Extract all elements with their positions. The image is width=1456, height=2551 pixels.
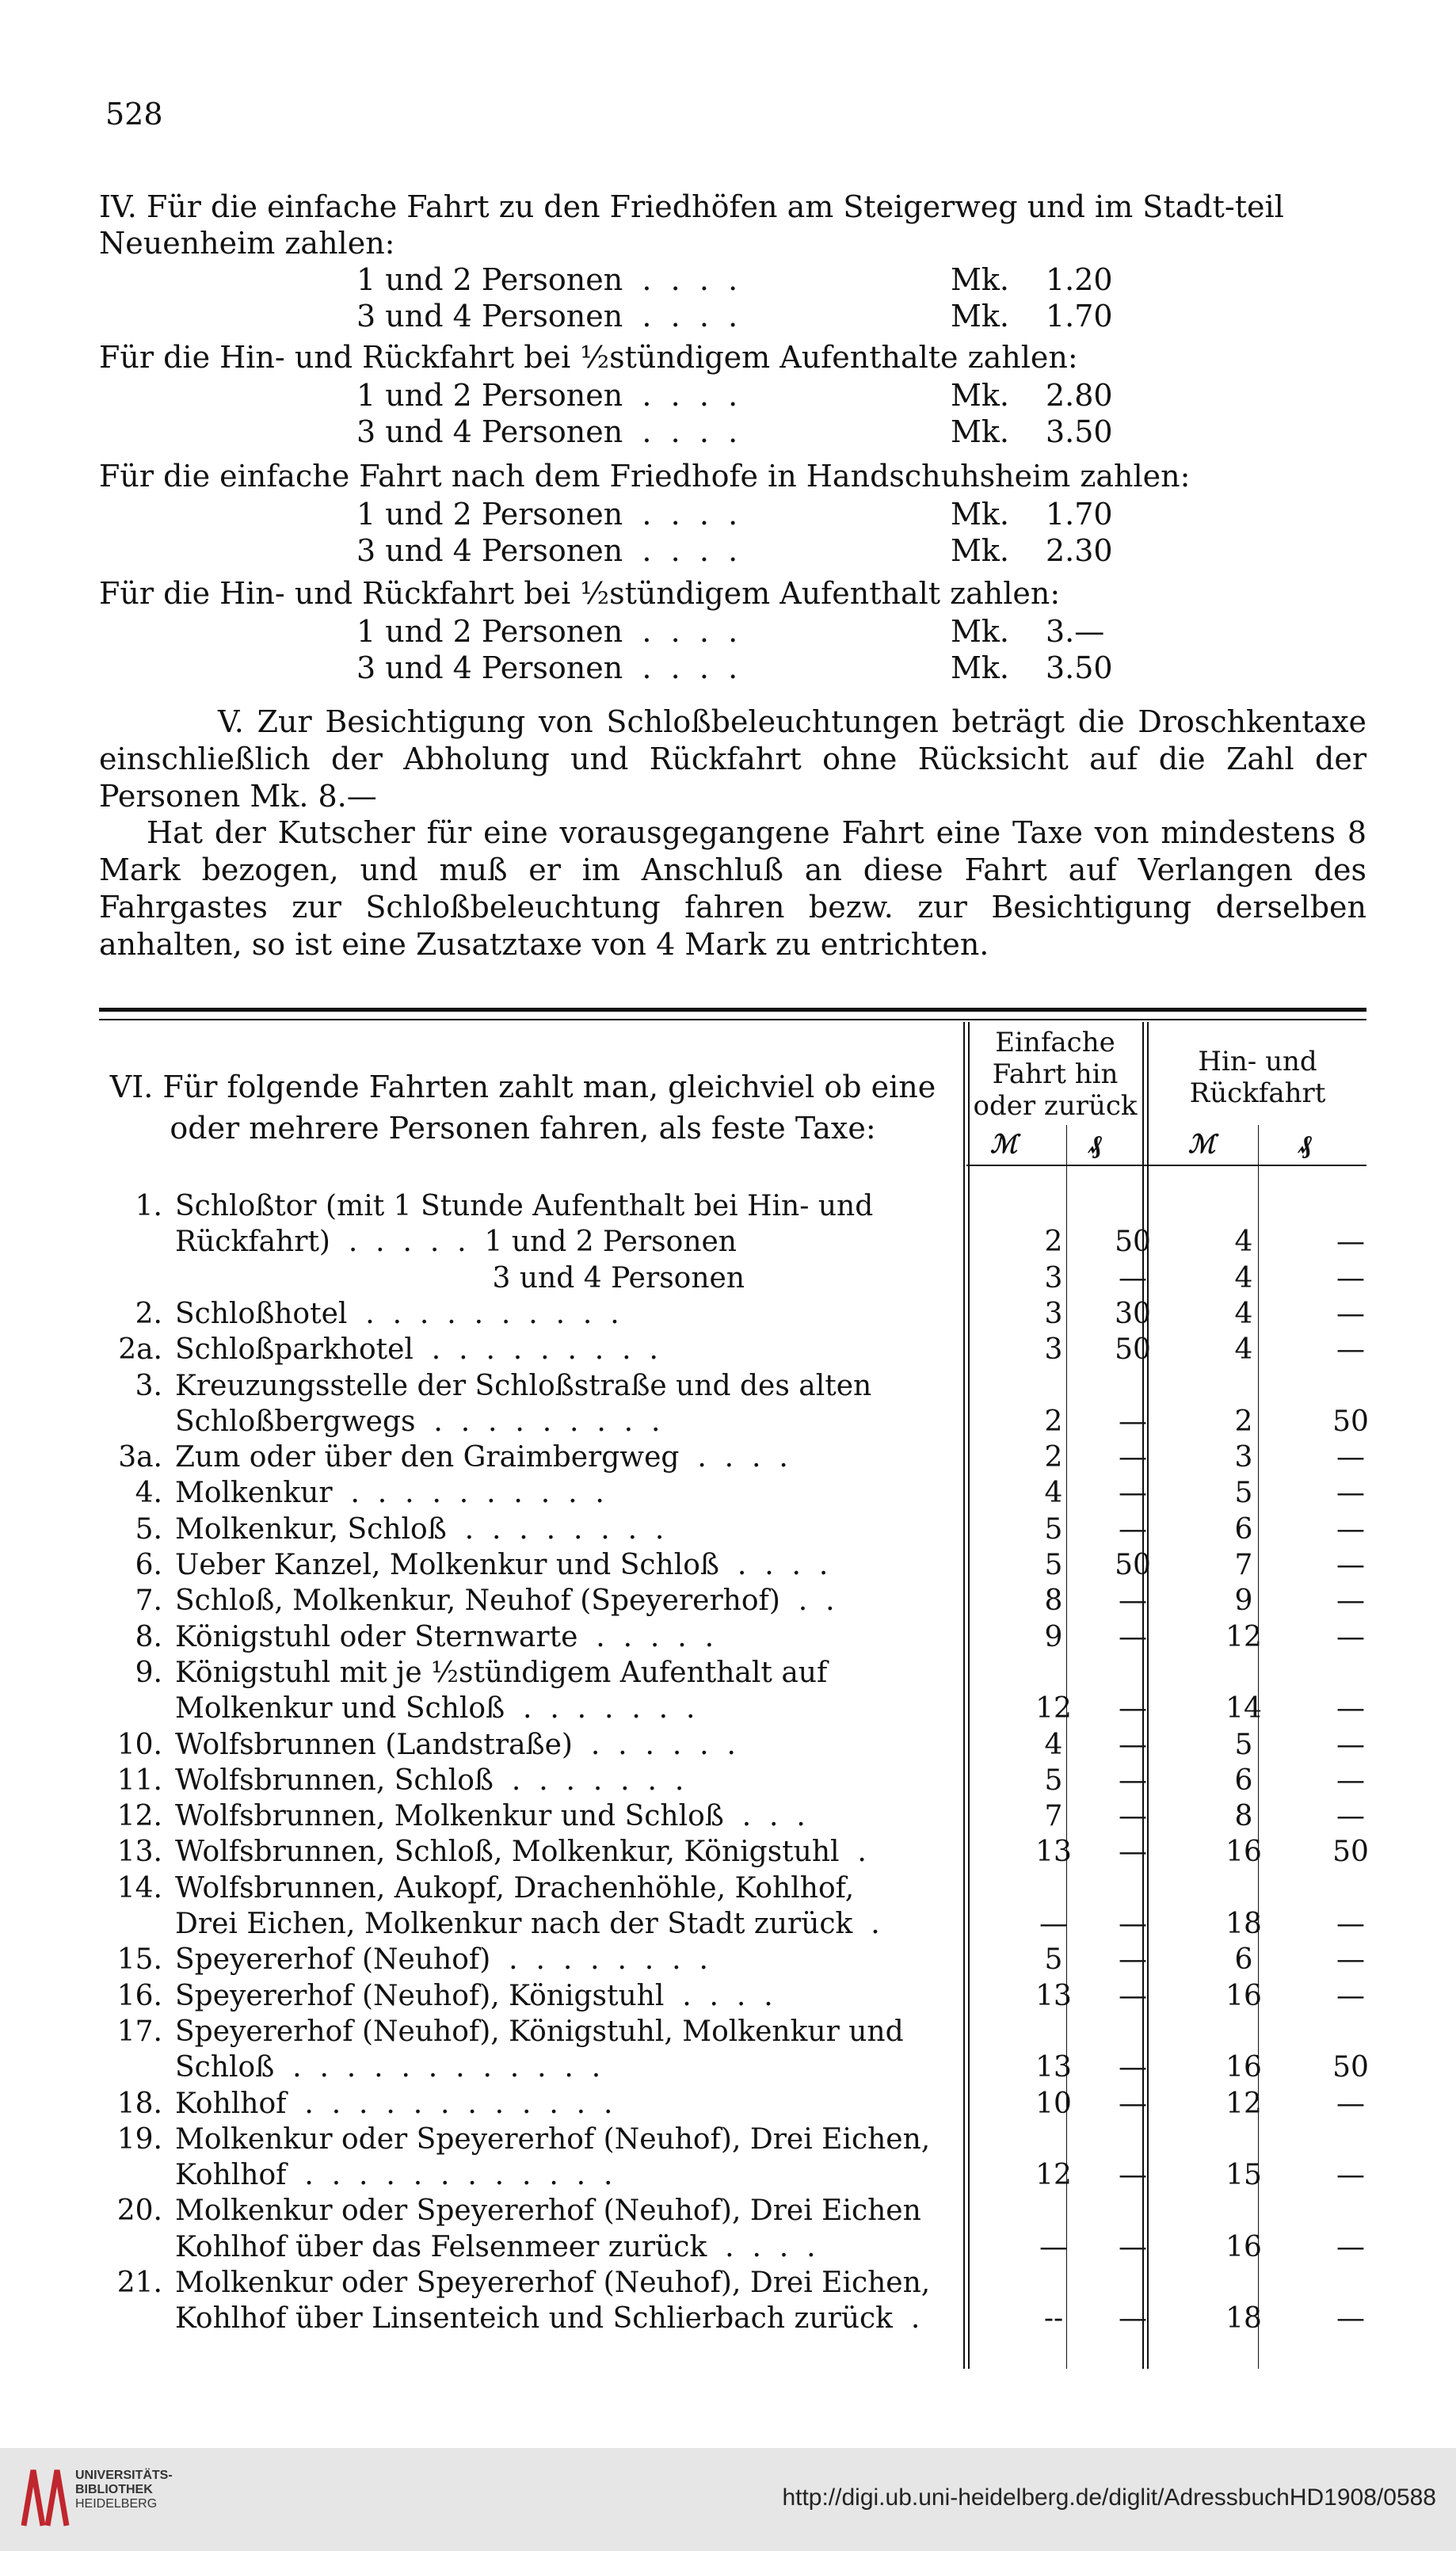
cell-hin-mark: 6 [1234, 1764, 1253, 1797]
row-number: 14. [116, 1871, 162, 1905]
cell-einfache-pf: — [1119, 1441, 1147, 1474]
cell-hin-pf: — [1336, 1333, 1365, 1367]
row-destination: Königstuhl oder Sternwarte . . . . . [175, 1620, 715, 1653]
cell-hin-mark: 3 [1234, 1441, 1253, 1474]
row-destination: Zum oder über den Graimbergweg . . . . [175, 1441, 788, 1474]
table-row [99, 1404, 1369, 1440]
table-row [99, 1763, 1366, 1799]
row-destination: Wolfsbrunnen, Schloß, Molkenkur, Königstuhl . [175, 1836, 867, 1869]
row-destination: Molkenkur und Schloß . . . . . . . [175, 1692, 696, 1725]
table-row [99, 1475, 1366, 1512]
cell-hin-mark: 14 [1225, 1692, 1262, 1725]
cell-hin-mark: 4 [1234, 1261, 1253, 1295]
rate-currency: Mk. [951, 262, 1010, 297]
row-number: 18. [116, 2087, 162, 2120]
rate-amount: 2.80 [1046, 378, 1113, 413]
table-row [99, 2050, 1369, 2086]
row-destination: Kreuzungsstelle der Schloßstraße und des alten [175, 1369, 872, 1402]
cell-einfache-pf: 50 [1115, 1333, 1151, 1367]
top-rule [99, 1008, 1366, 1012]
rate-currency: Mk. [951, 414, 1010, 449]
section-iv-heading-4: Für die Hin- und Rückfahrt bei ½stündigem Aufenthalt zahlen: [99, 576, 1061, 611]
section-iv-heading-2: Für die Hin- und Rückfahrt bei ½stündigem Aufenthalte zahlen: [99, 340, 1078, 375]
rate-currency: Mk. [951, 533, 1010, 568]
cell-hin-pf: 50 [1332, 1405, 1369, 1438]
row-number: 5. [135, 1512, 162, 1546]
cell-einfache-pf: 50 [1115, 1226, 1151, 1259]
row-destination: Speyererhof (Neuhof) . . . . . . . . [175, 1943, 708, 1977]
cell-hin-mark: 4 [1234, 1226, 1253, 1259]
table-row [99, 1368, 1366, 1405]
cell-einfache-pf: — [1119, 1477, 1147, 1510]
cell-hin-pf: 50 [1332, 1836, 1369, 1869]
section-vi-heading: VI. Für folgende Fahrten zahlt man, gleichviel ob eine oder mehrere Personen fahren, als feste Taxe: [109, 1070, 936, 1146]
cell-hin-pf: — [1336, 1943, 1365, 1977]
row-destination: Wolfsbrunnen (Landstraße) . . . . . . [175, 1728, 736, 1761]
cell-hin-mark: 16 [1225, 1836, 1262, 1869]
rate-currency: Mk. [951, 614, 1010, 649]
cell-einfache-mark: — [1039, 1908, 1068, 1940]
cell-einfache-pf: — [1119, 1764, 1147, 1797]
col-header-hin-rueck: Hin- und Rückfahrt [1189, 1046, 1326, 1109]
row-destination: Speyererhof (Neuhof), Königstuhl . . . . [175, 1979, 773, 2012]
table-row [99, 1296, 1366, 1333]
rate-amount: 1.70 [1046, 299, 1113, 334]
row-number: 12. [116, 1800, 162, 1833]
table-row [99, 2229, 1366, 2266]
top-rule-thin [99, 1019, 1366, 1020]
cell-einfache-pf: 30 [1115, 1297, 1151, 1330]
row-destination: Schloßhotel . . . . . . . . . . [175, 1297, 619, 1330]
row-number: 21. [116, 2267, 162, 2299]
rate-label: 1 und 2 Personen . . . . [356, 614, 738, 649]
row-destination: Schloßtor (mit 1 Stunde Aufenthalt bei Hin- und [175, 1190, 874, 1222]
cell-einfache-mark: 3 [1044, 1333, 1063, 1367]
cell-einfache-mark: 10 [1035, 2087, 1072, 2120]
cell-hin-mark: 5 [1234, 1728, 1253, 1761]
header-rule [966, 1165, 1366, 1166]
cell-einfache-pf: — [1119, 2159, 1147, 2192]
rate-label: 3 und 4 Personen . . . . [356, 650, 738, 685]
cell-hin-mark: 4 [1234, 1333, 1253, 1367]
rate-currency: Mk. [951, 497, 1010, 532]
table-row [99, 2157, 1366, 2194]
row-number: 7. [135, 1584, 162, 1618]
cell-einfache-pf: — [1119, 1261, 1147, 1295]
cell-einfache-mark: 13 [1035, 2051, 1072, 2084]
table-row [99, 1942, 1366, 1978]
cell-einfache-pf: — [1119, 2051, 1147, 2084]
cell-einfache-mark: 4 [1044, 1728, 1063, 1761]
rate-label: 3 und 4 Personen . . . . [356, 414, 738, 449]
row-destination: Schloßbergwegs . . . . . . . . . [175, 1405, 661, 1438]
row-number: 20. [116, 2194, 162, 2228]
rate-label: 3 und 4 Personen . . . . [356, 299, 738, 334]
row-destination: Molkenkur oder Speyererhof (Neuhof), Drei Eichen [175, 2194, 921, 2228]
rate-amount: 1.20 [1046, 262, 1113, 297]
row-number: 8. [135, 1620, 162, 1653]
row-number: 19. [116, 2122, 162, 2156]
section-iv-heading-3: Für die einfache Fahrt nach dem Friedhofe in Handschuhsheim zahlen: [99, 459, 1191, 494]
row-number: 13. [116, 1836, 162, 1869]
section-v-paragraph-1: V. Zur Besichtigung von Schloßbeleuchtungen beträgt die Droschkentaxe einschließlich der Abholung und Rückfahrt ohne Rücksicht auf die Zahl der Personen Mk. 8.— [99, 704, 1366, 814]
rate-currency: Mk. [951, 299, 1010, 334]
cell-einfache-mark: — [1039, 2230, 1068, 2263]
cell-einfache-mark: 3 [1044, 1261, 1063, 1295]
table-row [99, 2193, 1366, 2229]
row-destination: Königstuhl mit je ½stündigem Aufenthalt auf [175, 1656, 828, 1689]
table-row [99, 1906, 1366, 1943]
cell-einfache-mark: 2 [1044, 1226, 1063, 1259]
cell-einfache-mark: 8 [1044, 1584, 1063, 1618]
rate-amount: 2.30 [1046, 533, 1113, 568]
row-destination: Ueber Kanzel, Molkenkur und Schloß . . . . [175, 1549, 829, 1581]
table-row [99, 2301, 1366, 2337]
cell-einfache-mark: 4 [1044, 1477, 1063, 1510]
cell-einfache-mark: 2 [1044, 1441, 1063, 1474]
row-destination: Wolfsbrunnen, Aukopf, Drachenhöhle, Kohlhof, [175, 1871, 855, 1905]
cell-einfache-pf: — [1119, 1692, 1147, 1725]
cell-einfache-pf: — [1119, 1908, 1147, 1940]
cell-hin-mark: 7 [1234, 1549, 1253, 1581]
cell-hin-mark: 12 [1225, 1620, 1262, 1653]
cell-einfache-mark: 12 [1035, 1692, 1072, 1725]
table-row [99, 1691, 1366, 1727]
row-number: 15. [116, 1943, 162, 1977]
table-row [99, 1727, 1366, 1764]
source-url[interactable]: http://digi.ub.uni-heidelberg.de/diglit/AdressbuchHD1908/0588 [782, 2484, 1436, 2511]
cell-hin-mark: 16 [1225, 2051, 1262, 2084]
table-row [99, 1655, 1366, 1691]
row-destination: Schloß . . . . . . . . . . . . [175, 2051, 601, 2084]
cell-hin-pf: — [1336, 1477, 1365, 1510]
rate-amount: 1.70 [1046, 497, 1113, 532]
row-number: 3a. [118, 1441, 162, 1474]
cell-einfache-mark: -- [1043, 2302, 1064, 2336]
row-number: 16. [116, 1979, 162, 2012]
section-v-paragraph-2: Hat der Kutscher für eine vorausgegangene Fahrt eine Taxe von mindestens 8 Mark bezogen, und muß er im Anschluß an diese Fahrt auf Verlangen des Fahrgastes zur Schloßbeleuchtung fahren bezw. zur Besichtigung derselben anhalten, so ist eine Zusatztaxe von 4 Mark zu entrichten. [99, 815, 1366, 962]
cell-hin-pf: — [1336, 2159, 1365, 2192]
row-destination: Molkenkur, Schloß . . . . . . . . [175, 1512, 665, 1546]
cell-einfache-pf: — [1119, 1979, 1147, 2012]
table-row [99, 1547, 1366, 1584]
table-row [99, 1224, 1366, 1260]
cell-einfache-mark: 3 [1044, 1297, 1063, 1330]
table-row [99, 2014, 1366, 2050]
row-destination: Kohlhof . . . . . . . . . . . . [175, 2159, 613, 2192]
row-destination: Wolfsbrunnen, Schloß . . . . . . . [175, 1764, 684, 1797]
row-destination: 3 und 4 Personen [175, 1261, 745, 1295]
row-destination: Rückfahrt) . . . . . 1 und 2 Personen [175, 1226, 737, 1259]
table-row [99, 1798, 1366, 1835]
rate-amount: 3.— [1046, 614, 1105, 649]
row-destination: Speyererhof (Neuhof), Königstuhl, Molkenkur und [175, 2015, 904, 2048]
row-number: 17. [116, 2015, 162, 2048]
cell-einfache-pf: — [1119, 2230, 1147, 2263]
cell-hin-pf: — [1336, 1226, 1365, 1259]
cell-einfache-pf: — [1119, 1836, 1147, 1869]
section-iv-heading-1: IV. Für die einfache Fahrt zu den Friedhöfen am Steigerweg und im Stadt-teil Neuenheim zahlen: [99, 189, 1284, 261]
row-destination: Schloß, Molkenkur, Neuhof (Speyererhof) . . [175, 1584, 835, 1618]
cell-einfache-pf: 50 [1115, 1549, 1151, 1581]
row-number: 1. [135, 1190, 162, 1222]
table-row [99, 2265, 1366, 2301]
cell-einfache-pf: — [1119, 2302, 1147, 2336]
cell-hin-mark: 16 [1225, 1979, 1262, 2012]
cell-hin-pf: — [1336, 1549, 1365, 1581]
row-number: 2a. [118, 1333, 162, 1367]
cell-hin-mark: 9 [1234, 1584, 1253, 1618]
unit-mark-2: ℳ [1188, 1129, 1216, 1159]
row-number: 11. [116, 1764, 162, 1797]
rate-currency: Mk. [951, 650, 1010, 685]
table-row [99, 1260, 1366, 1297]
rate-label: 1 und 2 Personen . . . . [356, 497, 738, 532]
cell-einfache-mark: 9 [1044, 1620, 1063, 1653]
row-destination: Kohlhof über Linsenteich und Schlierbach zurück . [175, 2302, 920, 2336]
cell-einfache-pf: — [1119, 1512, 1147, 1546]
row-number: 4. [135, 1477, 162, 1510]
row-destination: Drei Eichen, Molkenkur nach der Stadt zurück . [175, 1908, 880, 1940]
row-destination: Kohlhof über das Felsenmeer zurück . . . . [175, 2230, 816, 2263]
cell-einfache-mark: 5 [1044, 1512, 1063, 1546]
cell-hin-pf: — [1336, 1584, 1365, 1618]
rate-label: 3 und 4 Personen . . . . [356, 533, 738, 568]
row-number: 6. [135, 1549, 162, 1581]
cell-hin-pf: — [1336, 1620, 1365, 1653]
rate-amount: 3.50 [1046, 414, 1113, 449]
cell-hin-pf: — [1336, 2230, 1365, 2263]
cell-hin-pf: — [1336, 1800, 1365, 1833]
row-destination: Molkenkur . . . . . . . . . . [175, 1477, 604, 1510]
row-destination: Kohlhof . . . . . . . . . . . . [175, 2087, 613, 2120]
cell-hin-pf: — [1336, 1908, 1365, 1940]
table-row [99, 1978, 1366, 2015]
row-destination: Schloßparkhotel . . . . . . . . . [175, 1333, 658, 1367]
library-logo-text: UNIVERSITÄTS- BIBLIOTHEK HEIDELBERG [75, 2469, 173, 2511]
cell-einfache-pf: — [1119, 1800, 1147, 1833]
table-row [99, 1619, 1366, 1656]
cell-einfache-mark: 5 [1044, 1943, 1063, 1977]
cell-hin-mark: 5 [1234, 1477, 1253, 1510]
row-destination: Molkenkur oder Speyererhof (Neuhof), Drei Eichen, [175, 2122, 931, 2156]
page-number: 528 [105, 97, 163, 132]
table-row [99, 1188, 1366, 1225]
cell-hin-pf: — [1336, 1764, 1365, 1797]
cell-einfache-pf: — [1119, 1620, 1147, 1653]
cell-hin-mark: 6 [1234, 1512, 1253, 1546]
cell-hin-pf: 50 [1332, 2051, 1369, 2084]
cell-hin-mark: 2 [1234, 1405, 1253, 1438]
cell-einfache-mark: 13 [1035, 1836, 1072, 1869]
cell-einfache-mark: 7 [1044, 1800, 1063, 1833]
table-row [99, 2122, 1366, 2158]
cell-hin-pf: — [1336, 1261, 1365, 1295]
table-row [99, 1332, 1366, 1368]
cell-hin-pf: — [1336, 1297, 1365, 1330]
row-number: 3. [135, 1369, 162, 1402]
col-header-einfache: Einfache Fahrt hin oder zurück [973, 1027, 1138, 1122]
rate-amount: 3.50 [1046, 650, 1113, 685]
rate-currency: Mk. [951, 378, 1010, 413]
cell-hin-mark: 15 [1225, 2159, 1262, 2192]
cell-hin-mark: 18 [1225, 2302, 1262, 2336]
row-destination: Wolfsbrunnen, Molkenkur und Schloß . . . [175, 1800, 806, 1833]
unit-pf-2: ₰ [1299, 1129, 1312, 1159]
row-destination: Molkenkur oder Speyererhof (Neuhof), Drei Eichen, [175, 2267, 931, 2299]
cell-hin-mark: 8 [1234, 1800, 1253, 1833]
cell-einfache-pf: — [1119, 1584, 1147, 1618]
cell-hin-mark: 6 [1234, 1943, 1253, 1977]
cell-hin-mark: 12 [1225, 2087, 1262, 2120]
cell-einfache-mark: 5 [1044, 1764, 1063, 1797]
table-row [99, 1439, 1366, 1476]
cell-hin-pf: — [1336, 2302, 1365, 2336]
cell-einfache-mark: 12 [1035, 2159, 1072, 2192]
cell-hin-pf: — [1336, 1979, 1365, 2012]
row-number: 9. [135, 1656, 162, 1689]
cell-einfache-pf: — [1119, 1728, 1147, 1761]
row-number: 2. [135, 1297, 162, 1330]
rate-label: 1 und 2 Personen . . . . [356, 378, 738, 413]
cell-hin-pf: — [1336, 1512, 1365, 1546]
cell-hin-pf: — [1336, 1728, 1365, 1761]
table-row [99, 1583, 1366, 1619]
cell-hin-mark: 16 [1225, 2230, 1262, 2263]
cell-einfache-mark: 13 [1035, 1979, 1072, 2012]
table-row [99, 1870, 1366, 1907]
rate-label: 1 und 2 Personen . . . . [356, 262, 738, 297]
cell-einfache-pf: — [1119, 2087, 1147, 2120]
table-row [99, 1834, 1369, 1870]
unit-pf-1: ₰ [1089, 1129, 1102, 1159]
cell-hin-pf: — [1336, 1441, 1365, 1474]
table-row [99, 1512, 1366, 1548]
unit-mark-1: ℳ [990, 1129, 1018, 1159]
cell-hin-mark: 18 [1225, 1908, 1262, 1940]
cell-einfache-pf: — [1119, 1405, 1147, 1438]
cell-einfache-mark: 5 [1044, 1549, 1063, 1581]
row-number: 10. [116, 1728, 162, 1761]
cell-hin-pf: — [1336, 1692, 1365, 1725]
table-row [99, 2086, 1366, 2122]
cell-hin-pf: — [1336, 2087, 1365, 2120]
cell-hin-mark: 4 [1234, 1297, 1253, 1330]
cell-einfache-pf: — [1119, 1943, 1147, 1977]
cell-einfache-mark: 2 [1044, 1405, 1063, 1438]
